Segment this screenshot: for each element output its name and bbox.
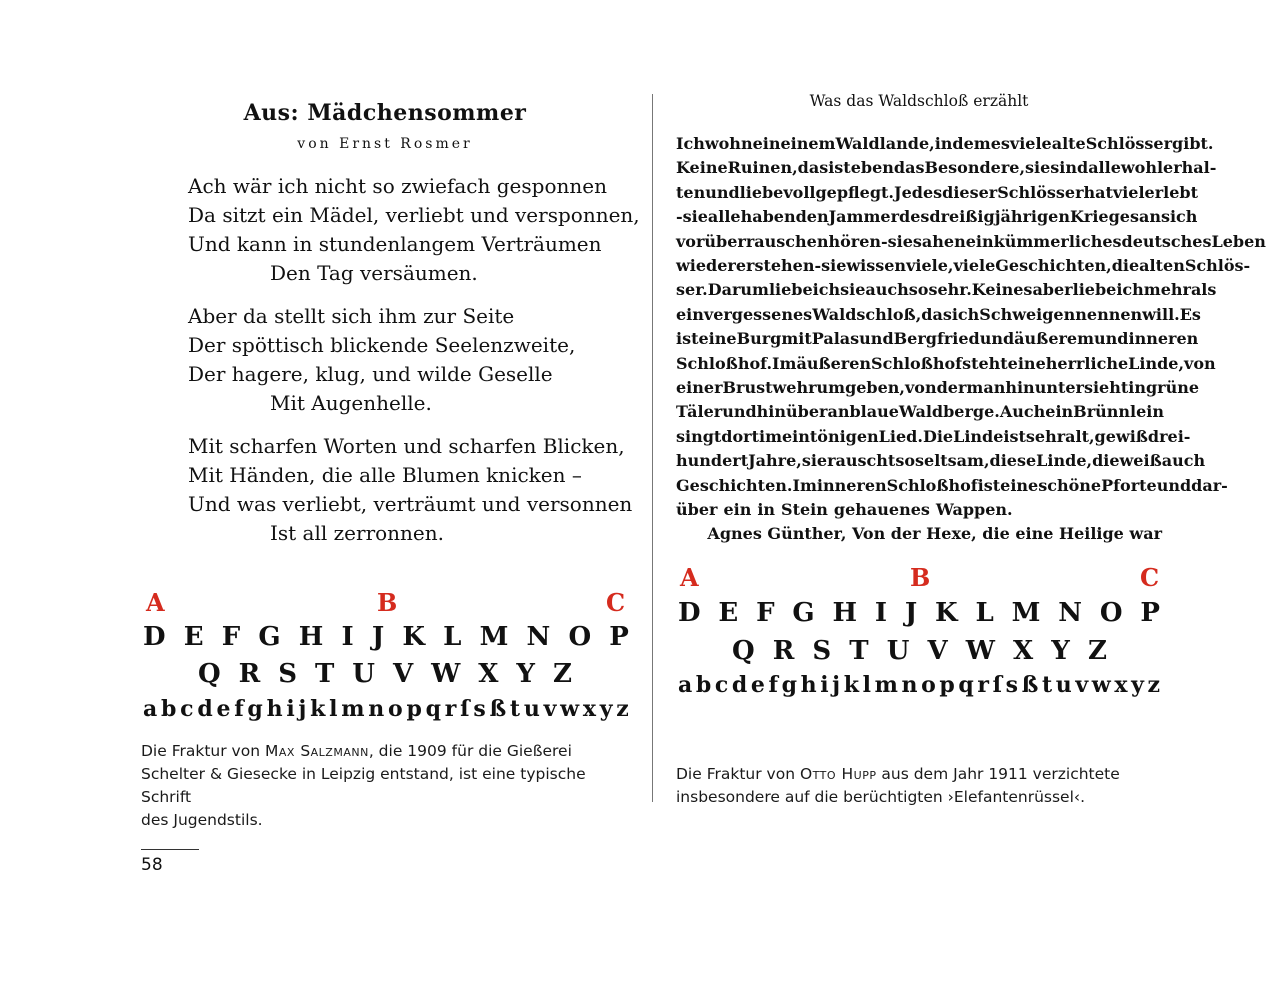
specimen-glyph: V [927,636,948,666]
specimen-glyph: k [310,696,326,722]
specimen-glyph: s [1005,672,1019,698]
stanza [188,302,628,418]
caption-text: Schelter & Giesecke in Leipzig entstand, ist eine typische Schrift [141,765,586,806]
specimen-glyph: Z [1087,636,1107,666]
specimen-glyph: t [1041,672,1053,698]
specimen-glyph: x [1114,672,1128,698]
caption-text: des Jugendstils. [141,811,263,829]
specimen-glyph: h [266,696,283,722]
specimen-glyph: l [329,696,338,722]
specimen-glyph: ſ [992,672,1003,698]
specimen-glyph: x [582,696,596,722]
specimen-glyph: G [792,598,815,628]
specimen-glyph: K [402,622,425,652]
specimen-glyph: F [221,622,241,652]
specimen-glyph: S [812,636,832,666]
specimen-glyph: z [1147,672,1160,698]
specimen-glyph: G [258,622,281,652]
poem-line: Mit Augenhelle. [270,391,432,415]
specimen-glyph: Z [552,659,572,689]
poem-line: Ist all zerronnen. [270,521,445,545]
poem [188,172,640,562]
caption-text: , die 1909 für die Gießerei [368,742,572,760]
lowercase-row [678,672,1160,698]
specimen-glyph: v [543,696,557,722]
specimen-glyph: F [756,598,775,628]
specimen-glyph: v [1075,672,1089,698]
specimen-glyph: D [143,622,166,652]
specimen-glyph: K [935,598,958,628]
poem-title: Aus: Mädchensommer [243,100,527,126]
specimen-glyph: ß [1021,672,1039,698]
uppercase-row-1 [143,622,629,652]
poem-line: Und was verliebt, verträumt und versonnen [188,492,633,516]
prose-line: Schloßhof. Im äußeren Schloßhof steht eine herrliche Linde, von [676,353,1216,373]
specimen-glyph: b [695,672,712,698]
poem-line: Ach wär ich nicht so zwiefach gesponnen [188,174,607,198]
prose-line: Ich wohne in einem Waldlande, in dem es viele alte Schlösser gibt. [676,134,1214,153]
specimen-glyph: g [247,696,263,722]
specimen-glyph: Q [198,659,221,689]
specimen-glyph: i [820,672,829,698]
specimen-glyph: M [479,622,509,652]
specimen-glyph: p [939,672,955,698]
specimen-glyph: d [731,672,748,698]
specimen-glyph: m [874,672,898,698]
specimen-glyph: V [392,659,414,689]
specimen-glyph: c [714,672,729,698]
specimen-glyph: j [298,696,307,722]
typeface-designer-name: Max Salzmann [264,742,369,760]
specimen-glyph: O [1099,598,1123,628]
page-number-rule [141,849,199,850]
specimen-glyph: t [509,696,521,722]
specimen-glyph: Y [516,659,535,689]
specimen-glyph: X [478,659,499,689]
prose-line: ser. Darum liebe ich sie auch so sehr. Keines aber liebe ich mehr als [676,280,1217,300]
specimen-letter-c: C [606,588,626,617]
specimen-glyph: L [975,598,994,628]
specimen-glyph: R [238,659,261,689]
specimen-glyph: ß [489,696,507,722]
poem-line: Mit Händen, die alle Blumen knicken – [188,463,582,487]
specimen-glyph: h [800,672,817,698]
poem-line: Der spöttisch blickende Seelenzweite, [188,333,576,357]
prose-line: hundert Jahre, sie rauscht so seltsam, diese Linde, die weiß auch [676,451,1206,471]
specimen-glyph: I [874,598,888,628]
specimen-glyph: R [772,636,795,666]
prose-line: Geschichten. Im inneren Schloßhof ist eine schöne Pforte und dar- [676,475,1228,495]
specimen-glyph: L [443,622,462,652]
poem-line: Den Tag versäumen. [270,261,478,285]
prose-text [676,132,1266,523]
poem-line: Aber da stellt sich ihm zur Seite [188,304,515,328]
prose-attribution: Agnes Günther, Von der Hexe, die eine Heilige war [707,524,1162,543]
prose-line: ist eine Burg mit Palas und Bergfried und äußerem und inneren [676,329,1199,349]
uppercase-row-1 [678,598,1160,628]
prose-line: singt dort im eintönigen Lied. Die Linde ist sehr alt, gewiß drei- [676,426,1191,446]
prose-line: - sie alle haben den Jammer des dreißigjährigen Krieges an sich [676,207,1198,227]
specimen-glyph: b [161,696,177,722]
specimen-glyph: ſ [460,696,470,722]
specimen-glyph: N [1058,598,1082,628]
specimen-glyph: u [523,696,540,722]
stanza [188,432,633,548]
specimen-glyph: E [718,598,739,628]
caption-text: Die Fraktur von [676,765,800,783]
prose-line: wieder erstehen - sie wissen viele, viele Geschichten, die alten Schlös- [676,256,1251,276]
specimen-glyph: m [341,696,365,722]
specimen-glyph: l [862,672,871,698]
prose-line: vorüberrauschen hören - sie sahen ein kümmerliches deutsches Leben [676,231,1266,251]
specimen-letter-b: B [910,563,931,592]
specimen-glyph: r [977,672,989,698]
right-caption [676,763,1162,809]
specimen-glyph: g [781,672,797,698]
specimen-glyph: p [406,696,422,722]
specimen-glyph: H [832,598,858,628]
caption-text: Die Fraktur von [141,742,265,760]
caption-text: aus dem Jahr 1911 verzichtete [876,765,1120,783]
specimen-glyph: W [431,659,461,689]
specimen-letter-c: C [1140,563,1160,592]
specimen-glyph: T [849,636,869,666]
specimen-glyph: D [678,598,701,628]
lowercase-row [143,696,629,722]
specimen-glyph: M [1011,598,1041,628]
specimen-glyph: j [832,672,841,698]
specimen-glyph: f [768,672,778,698]
stanza [188,172,640,288]
prose-title: Was das Waldschloß erzählt [809,92,1029,110]
uppercase-row-2 [732,636,1107,666]
specimen-glyph: Y [1051,636,1070,666]
prose-line: über ein in Stein gehauenes Wappen. [676,500,1013,520]
specimen-glyph: H [298,622,324,652]
specimen-glyph: q [958,672,974,698]
specimen-glyph: O [568,622,592,652]
specimen-glyph: U [886,636,910,666]
specimen-glyph: s [473,696,486,722]
page-number: 58 [141,855,163,875]
specimen-glyph: J [904,598,918,628]
specimen-glyph: i [286,696,295,722]
specimen-glyph: k [843,672,859,698]
specimen-glyph: r [444,696,457,722]
specimen-glyph: u [1055,672,1072,698]
specimen-glyph: W [965,636,995,666]
prose-line: Keine Ruinen, das ist eben das Besondere, sie sind alle wohl erhal- [676,158,1217,178]
poem-line: Mit scharfen Worten und scharfen Blicken, [188,434,625,458]
specimen-glyph: U [352,659,375,689]
specimen-letter-b: B [377,588,398,617]
specimen-glyph: o [921,672,936,698]
prose-line: Täler und hinüber an blaue Waldberge. Auch ein Brünnlein [676,402,1164,422]
specimen-glyph: X [1013,636,1034,666]
specimen-glyph: J [371,622,385,652]
specimen-glyph: f [234,696,244,722]
specimen-glyph: a [678,672,693,698]
specimen-glyph: N [526,622,551,652]
caption-text: insbesondere auf die berüchtigten ›Elefantenrüssel‹. [676,788,1086,806]
specimen-glyph: e [750,672,765,698]
specimen-glyph: e [216,696,231,722]
specimen-glyph: w [560,696,580,722]
specimen-glyph: n [901,672,918,698]
specimen-glyph: P [1140,598,1160,628]
specimen-glyph: c [180,696,194,722]
specimen-glyph: E [183,622,204,652]
specimen-glyph: T [314,659,335,689]
prose-line: einer Brustwehr umgeben, von der man hinuntersieht in grüne [676,378,1200,398]
specimen-glyph: a [143,696,158,722]
specimen-letter-a: A [680,563,699,592]
uppercase-row-2 [198,659,572,689]
specimen-glyph: S [278,659,297,689]
poem-line: Der hagere, klug, und wilde Geselle [188,362,553,386]
left-caption [141,740,631,832]
prose-line: ein vergessenes Waldschloß, das ich Schweigen nennen will. Es [676,304,1201,324]
specimen-glyph: y [599,696,613,722]
specimen-glyph: z [616,696,629,722]
poem-author: von Ernst Rosmer [297,136,473,152]
specimen-glyph: w [1091,672,1111,698]
specimen-glyph: I [341,622,354,652]
specimen-glyph: y [1131,672,1144,698]
specimen-glyph: Q [732,636,755,666]
typeface-designer-name: Otto Hupp [799,765,877,783]
specimen-glyph: P [609,622,629,652]
specimen-glyph: o [388,696,403,722]
poem-line: Und kann in stundenlangem Verträumen [188,232,602,256]
specimen-glyph: n [368,696,385,722]
specimen-letter-a: A [146,588,165,617]
specimen-glyph: d [197,696,213,722]
gutter-divider [652,94,653,802]
specimen-glyph: q [425,696,441,722]
prose-line: ten und liebevoll gepflegt. Jedes dieser Schlösser hat viel erlebt [676,182,1198,202]
poem-line: Da sitzt ein Mädel, verliebt und versponnen, [188,203,640,227]
